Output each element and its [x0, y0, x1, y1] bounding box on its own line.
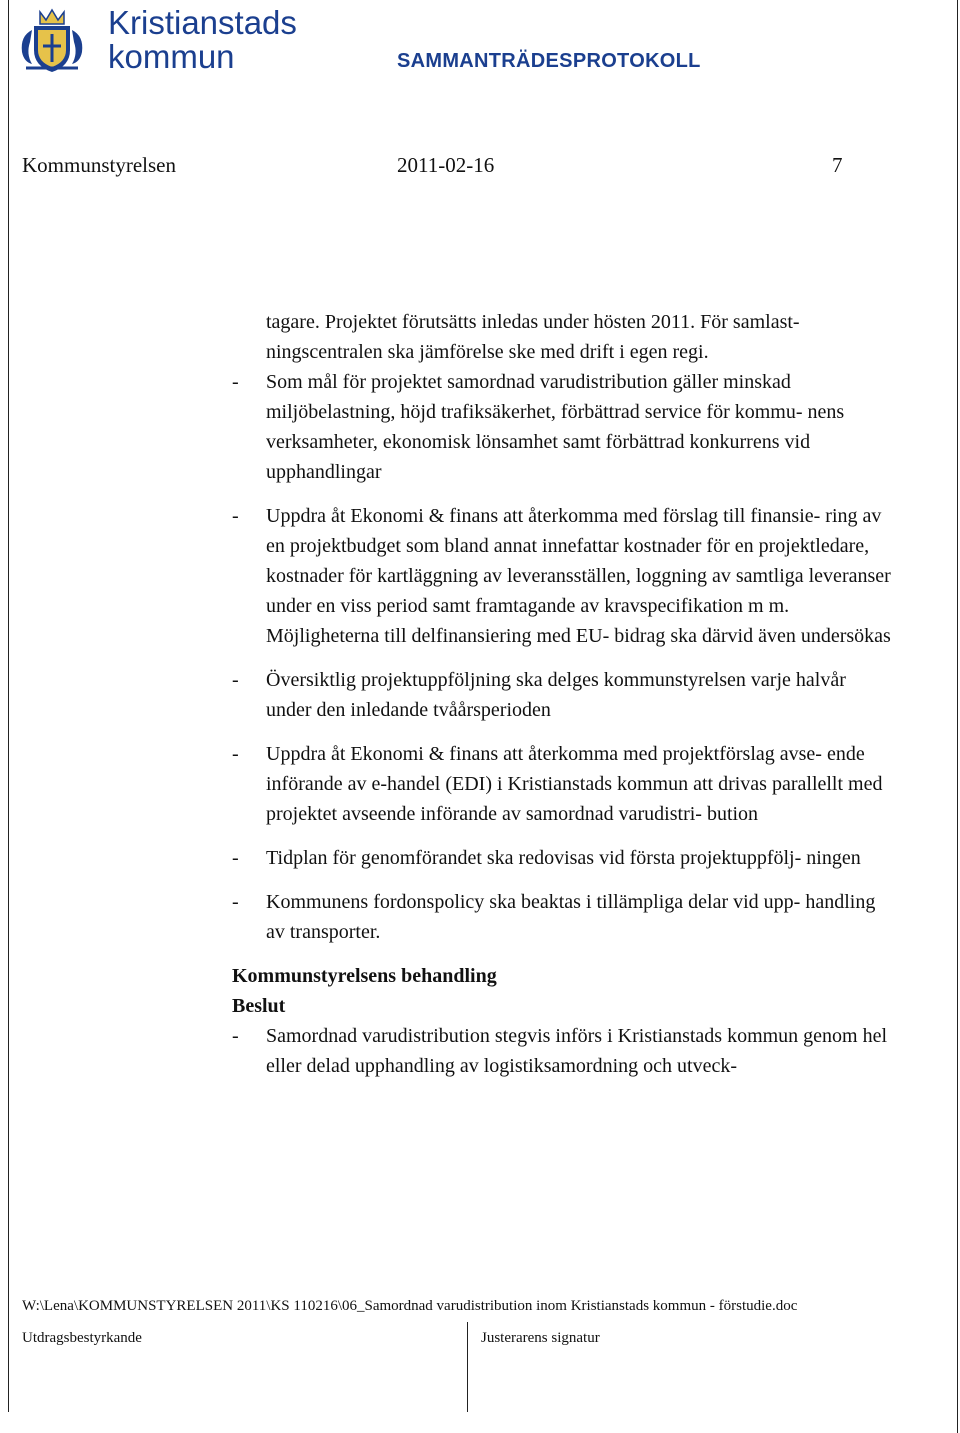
decision-item-text: Samordnad varudistribution stegvis införs i Kristianstads kommun genom hel eller delad upphandling av logistiksamordning och utveck-	[266, 1025, 888, 1077]
bullet-dash: -	[232, 505, 239, 527]
bullet-dash: -	[232, 371, 239, 393]
organization-name	[108, 6, 297, 74]
bullet-dash: -	[232, 743, 239, 765]
page-number: 7	[832, 153, 843, 177]
section-heading-decision: Beslut	[232, 995, 286, 1017]
list-item	[232, 887, 892, 947]
organization-name-line2: kommun	[108, 38, 235, 75]
footer-divider	[467, 1322, 468, 1412]
document-type: SAMMANTRÄDESPROTOKOLL	[397, 50, 701, 72]
certification-label: Utdragsbestyrkande	[22, 1330, 142, 1346]
list-item-text: Tidplan för genomförandet ska redovisas vid första projektuppfölj- ningen	[266, 847, 861, 869]
bullet-dash: -	[232, 891, 239, 913]
meeting-date: 2011-02-16	[397, 153, 495, 177]
decision-item	[232, 1021, 892, 1081]
continued-paragraph: tagare. Projektet förutsätts inledas under hösten 2011. För samlast- ningscentralen ska jämförelse ske med drift i egen regi.	[266, 311, 800, 363]
page-frame-left	[8, 0, 9, 1412]
adjuster-signature-label: Justerarens signatur	[481, 1330, 600, 1346]
list-item	[232, 739, 892, 829]
document-body	[232, 307, 892, 1095]
bullet-dash: -	[232, 847, 239, 869]
committee-name: Kommunstyrelsen	[22, 153, 176, 177]
list-item	[232, 501, 892, 651]
bullet-dash: -	[232, 1025, 239, 1047]
page-frame-right	[957, 0, 958, 1433]
list-item-text: Uppdra åt Ekonomi & finans att återkomma med förslag till finansie- ring av en projektbudget som bland annat innefattar kostnader för en projektledare, kostnader för kartläggning av leveransställen, loggning av samtliga leveranser under en viss period samt framtagande av kravspecifikation m m. Möjligheterna till delfinansiering med EU- bidrag ska därvid även undersökas	[266, 505, 891, 647]
list-item-text: Som mål för projektet samordnad varudistribution gäller minskad miljöbelastning, höjd trafiksäkerhet, förbättrad service för kommu- nens verksamheter, ekonomisk lönsamhet samt förbättrad konkurrens vid upphandlingar	[266, 371, 845, 483]
coat-of-arms-icon	[12, 6, 92, 76]
list-item	[232, 843, 892, 873]
list-item-text: Kommunens fordonspolicy ska beaktas i tillämpliga delar vid upp- handling av transporter.	[266, 891, 876, 943]
bullet-dash: -	[232, 669, 239, 691]
list-item-text: Översiktlig projektuppföljning ska delges kommunstyrelsen varje halvår under den inledande tvåårsperioden	[266, 669, 846, 721]
section-heading-treatment: Kommunstyrelsens behandling	[232, 965, 497, 987]
list-item-text: Uppdra åt Ekonomi & finans att återkomma med projektförslag avse- ende införande av e-handel (EDI) i Kristianstads kommun att drivas parallellt med projektet avseende införande av samordnad varudistri- bution	[266, 743, 883, 825]
list-item	[232, 367, 892, 487]
file-path: W:\Lena\KOMMUNSTYRELSEN 2011\KS 110216\06_Samordnad varudistribution inom Kristianstads kommun - förstudie.doc	[22, 1298, 798, 1314]
organization-name-line1: Kristianstads	[108, 4, 297, 41]
list-item	[232, 665, 892, 725]
